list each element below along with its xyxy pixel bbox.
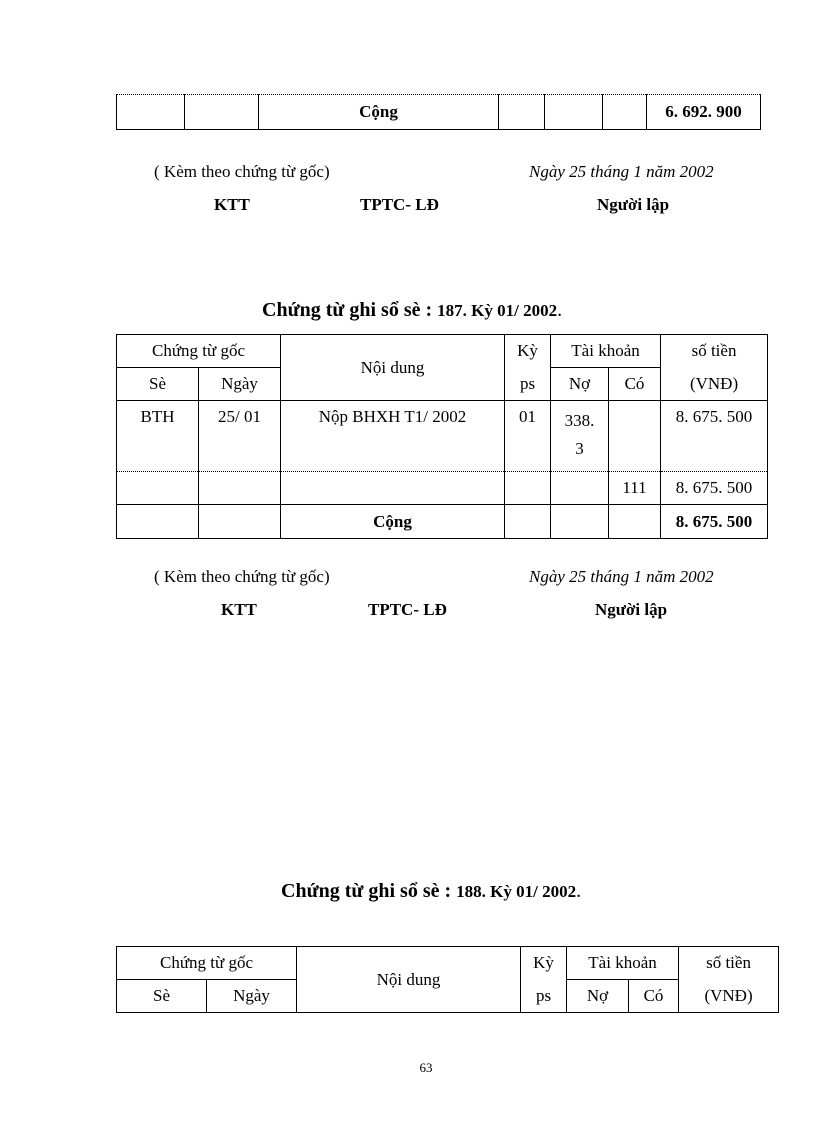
- page-number: 63: [419, 1060, 433, 1075]
- header-account: Tài khoản: [551, 335, 661, 368]
- cell: [545, 95, 603, 130]
- header-period: Kỳ: [505, 335, 551, 368]
- row-debit-line2: 3: [575, 439, 584, 458]
- cell: [117, 95, 185, 130]
- attach-note: ( Kèm theo chứng từ gốc): [154, 162, 330, 181]
- title-dot: .: [557, 299, 563, 321]
- signature-preparer: Người lập: [597, 195, 670, 214]
- cell: [185, 95, 259, 130]
- signature-tptc: TPTC- LĐ: [360, 195, 439, 214]
- header-amount-unit: (VNĐ): [679, 980, 779, 1013]
- total-label: Cộng: [281, 505, 505, 539]
- header-period-ps: ps: [521, 980, 567, 1013]
- header-orig: Chứng từ gốc: [117, 335, 281, 368]
- cell: [609, 505, 661, 539]
- title-main: Chứng từ ghi sổ sè :: [262, 299, 433, 321]
- cell: [505, 505, 551, 539]
- header-no: Sè: [117, 368, 199, 401]
- total-label: Cộng: [259, 95, 499, 130]
- voucher-188-title: [281, 880, 581, 903]
- row-amount: 8. 675. 500: [661, 472, 768, 505]
- row-date: 25/ 01: [199, 401, 281, 472]
- header-credit: Có: [629, 980, 679, 1013]
- cell: [603, 95, 647, 130]
- row-date: [199, 472, 281, 505]
- row-credit: 111: [609, 472, 661, 505]
- total-amount: 6. 692. 900: [647, 95, 761, 130]
- signature-tptc: TPTC- LĐ: [368, 600, 447, 619]
- voucher-187-table: [116, 334, 768, 539]
- cell: [499, 95, 545, 130]
- title-number: 187. Kỳ 01/ 2002: [437, 301, 558, 320]
- top-total-table: [116, 94, 761, 130]
- row-debit: [551, 401, 609, 472]
- cell: [551, 505, 609, 539]
- cell: [117, 505, 199, 539]
- header-date: Ngày: [207, 980, 297, 1013]
- row-debit-line1: 338.: [564, 411, 595, 430]
- header-content: Nội dung: [281, 335, 505, 401]
- signature-ktt: KTT: [221, 600, 257, 619]
- row-content: Nộp BHXH T1/ 2002: [281, 401, 505, 472]
- attach-note: ( Kèm theo chứng từ gốc): [154, 567, 330, 586]
- row-no: BTH: [117, 401, 199, 472]
- date-line: Ngày 25 tháng 1 năm 2002: [529, 162, 714, 181]
- header-date: Ngày: [199, 368, 281, 401]
- header-amount-unit: (VNĐ): [661, 368, 768, 401]
- row-debit: [551, 472, 609, 505]
- row-content: [281, 472, 505, 505]
- header-period: Kỳ: [521, 947, 567, 980]
- title-dot: .: [576, 880, 582, 902]
- cell: [199, 505, 281, 539]
- title-number: 188. Kỳ 01/ 2002: [456, 882, 577, 901]
- voucher-188-table: [116, 946, 779, 1013]
- signature-preparer: Người lập: [595, 600, 668, 619]
- header-account: Tài khoản: [567, 947, 679, 980]
- header-debit: Nợ: [551, 368, 609, 401]
- voucher-187-title: [262, 299, 562, 322]
- signature-ktt: KTT: [214, 195, 250, 214]
- header-amount: số tiền: [661, 335, 768, 368]
- header-debit: Nợ: [567, 980, 629, 1013]
- date-line: Ngày 25 tháng 1 năm 2002: [529, 567, 714, 586]
- title-main: Chứng từ ghi sổ sè :: [281, 880, 452, 902]
- row-period: 01: [505, 401, 551, 472]
- row-amount: 8. 675. 500: [661, 401, 768, 472]
- header-credit: Có: [609, 368, 661, 401]
- header-orig: Chứng từ gốc: [117, 947, 297, 980]
- row-no: [117, 472, 199, 505]
- header-content: Nội dung: [297, 947, 521, 1013]
- header-no: Sè: [117, 980, 207, 1013]
- row-credit: [609, 401, 661, 472]
- row-period: [505, 472, 551, 505]
- total-amount: 8. 675. 500: [661, 505, 768, 539]
- header-period-ps: ps: [505, 368, 551, 401]
- header-amount: số tiền: [679, 947, 779, 980]
